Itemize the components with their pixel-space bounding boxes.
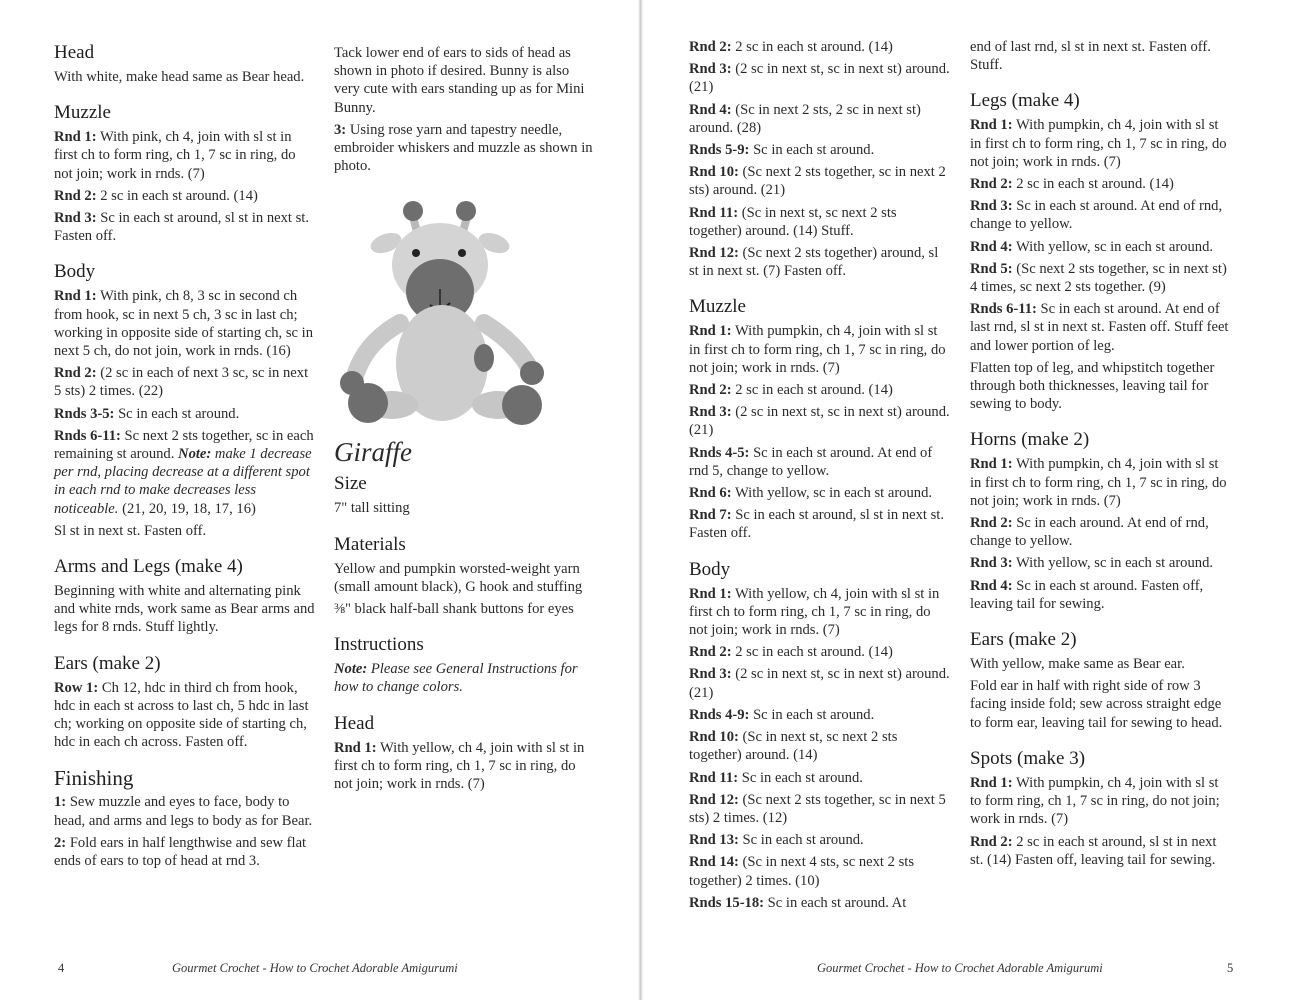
instruction-row: Rnds 3-5: Sc in each st around. (54, 405, 240, 422)
instruction-row: Rnd 3: Sc in each st around. At end of rnd, change to yellow. (970, 198, 1223, 233)
footer-right: Gourmet Crochet - How to Crochet Adorable Amigurumi (817, 961, 1103, 975)
instruction-row: Rnd 5: (Sc next 2 sts together, sc in next st) 4 times, sc next 2 sts together. (9) (970, 260, 1227, 296)
instruction-row: Rnd 1: With yellow, ch 4, join with sl st in first ch to form ring, ch 1, 7 sc in ring, do not join; work in rnds. (7) (334, 739, 585, 793)
section-title-materials: Materials (334, 533, 406, 555)
instruction-row: Rnd 4: With yellow, sc in each st around. (970, 238, 1214, 255)
arms-legs-text: Beginning with white and alternating pink and white rnds, work same as Bear arms and legs for 8 rnds. Stuff lightly. (54, 583, 315, 636)
size-text: 7" tall sitting (334, 500, 410, 517)
giraffe-photo (334, 193, 596, 429)
section-title-spots: Spots (make 3) (970, 747, 1086, 769)
instruction-row: Rnd 3: With yellow, sc in each st around. (970, 555, 1214, 572)
materials-item: Yellow and pumpkin worsted-weight yarn (small amount black), G hook and stuffing (334, 560, 583, 595)
instruction-row: Rnds 15-18: Sc in each st around. At (689, 894, 907, 911)
instruction-row: Rnd 11: (Sc in next st, sc next 2 sts together) around. (14) Stuff. (689, 204, 897, 239)
section-title-giraffe-head: Head (334, 712, 375, 734)
left-page (0, 0, 640, 1000)
instruction-row: Rnd 3: (2 sc in next st, sc in next st) around. (21) (689, 61, 950, 96)
instruction-row: Rnd 2: 2 sc in each st around. (14) (689, 382, 893, 399)
instruction-row: Row 1: Ch 12, hdc in third ch from hook, hdc in each st across to last ch, 5 hdc in last ch; working on opposite side of starting ch, hdc in each ch across. Fasten off. (54, 679, 309, 751)
right-column-1 (689, 38, 951, 916)
body-end-text: end of last rnd, sl st in next st. Fasten off. Stuff. (970, 39, 1211, 74)
instruction-row: Rnd 2: 2 sc in each st around. (14) (970, 176, 1174, 193)
pattern-title: Giraffe (334, 437, 412, 468)
page-number-right: 5 (1227, 961, 1234, 975)
instruction-row: Rnd 3: Sc in each st around, sl st in next st. Fasten off. (54, 210, 309, 245)
section-title-legs: Legs (make 4) (970, 90, 1080, 112)
instruction-row: Rnd 1: With yellow, ch 4, join with sl st in first ch to form ring, ch 1, 7 sc in ring, do not join; work in rnds. (7) (689, 585, 940, 639)
instruction-row: Rnd 1: With pink, ch 4, join with sl st in first ch to form ring, ch 1, 7 sc in ring, do not join; work in rnds. (7) (54, 129, 296, 182)
section-title-muzzle: Muzzle (54, 102, 111, 124)
instruction-row: Rnd 10: (Sc in next st, sc next 2 sts together) around. (14) (689, 729, 898, 764)
instruction-row: Rnd 2: 2 sc in each st around. (14) (689, 644, 893, 661)
section-title-arms-legs: Arms and Legs (make 4) (54, 556, 243, 578)
section-title-instructions: Instructions (334, 634, 424, 656)
instruction-row: Rnd 2: 2 sc in each st around. (14) (689, 39, 893, 55)
instruction-row: Rnd 12: (Sc next 2 sts together) around, sl st in next st. (7) Fasten off. (689, 245, 939, 280)
instruction-row: Rnd 7: Sc in each st around, sl st in next st. Fasten off. (689, 507, 944, 542)
legs-end-text: Flatten top of leg, and whipstitch together through both thicknesses, leaving tail for sewing to body. (970, 359, 1215, 413)
instruction-row: 2: Fold ears in half lengthwise and sew flat ends of ears to top of head at rnd 3. (54, 834, 307, 870)
instruction-row: Rnd 1: With pumpkin, ch 4, join with sl st in first ch to form ring, ch 1, 7 sc in ring, do not join; work in rnds. (7) (970, 117, 1227, 170)
instruction-row: Rnd 6: With yellow, sc in each st around. (689, 485, 933, 502)
instruction-row: Rnd 3: (2 sc in next st, sc in next st) around. (21) (689, 666, 950, 701)
instruction-row: 1: Sew muzzle and eyes to face, body to head, and arms and legs to body as for Bear. (54, 794, 313, 829)
instruction-row: Rnd 2: 2 sc in each st around, sl st in next st. (14) Fasten off, leaving tail for sewing. (970, 833, 1217, 868)
body-end-text: Sl st in next st. Fasten off. (54, 522, 207, 539)
left-column-1 (54, 38, 316, 874)
instruction-row: Rnds 4-9: Sc in each st around. (689, 706, 875, 723)
section-title-horns: Horns (make 2) (970, 429, 1090, 451)
section-title-muzzle: Muzzle (689, 296, 746, 318)
section-title-size: Size (334, 473, 367, 495)
right-column-2 (970, 38, 1232, 873)
instructions-note: Note: Please see General Instructions for how to change colors. (334, 661, 578, 696)
head-text: With white, make head same as Bear head. (54, 69, 305, 85)
instruction-row: Rnd 1: With pink, ch 8, 3 sc in second ch from hook, sc in next 5 ch, 3 sc in last ch; working in opposite side of starting ch, sc in next 5 ch, do not join, work in rnds. (16) (54, 288, 314, 360)
instruction-row: Rnds 6-11: Sc in each st around. At end of last rnd, sl st in next st. Fasten off. Stuff feet and lower portion of leg. (970, 301, 1229, 354)
instruction-row: Rnd 2: 2 sc in each st around. (14) (54, 187, 258, 204)
instruction-row: Rnd 3: (2 sc in next st, sc in next st) around. (21) (689, 404, 950, 439)
footer-left: Gourmet Crochet - How to Crochet Adorable Amigurumi (172, 961, 458, 975)
instruction-row: Rnds 4-5: Sc in each st around. At end of rnd 5, change to yellow. (689, 444, 933, 479)
page-number-left: 4 (58, 961, 65, 975)
instruction-row: Rnd 12: (Sc next 2 sts together, sc in next 5 sts) 2 times. (12) (689, 791, 946, 826)
instruction-row: Rnd 2: (2 sc in each of next 3 sc, sc in next 5 sts) 2 times. (22) (54, 365, 309, 400)
instruction-row: 3: Using rose yarn and tapestry needle, embroider whiskers and muzzle as shown in photo. (334, 121, 593, 175)
instruction-row: Rnd 11: Sc in each st around. (689, 769, 863, 786)
instruction-row: Rnd 1: With pumpkin, ch 4, join with sl st in first ch to form ring, ch 1, 7 sc in ring, do not join; work in rnds. (7) (970, 456, 1227, 509)
section-title-head: Head (54, 42, 95, 63)
right-page (643, 0, 1294, 1000)
instruction-row: Rnd 2: Sc in each around. At end of rnd, change to yellow. (970, 515, 1209, 550)
instruction-row: Rnd 10: (Sc next 2 sts together, sc in next 2 sts) around. (21) (689, 164, 946, 199)
instruction-row: Rnd 4: Sc in each st around. Fasten off, leaving tail for sewing. (970, 577, 1204, 612)
section-title-ears: Ears (make 2) (54, 652, 161, 674)
instruction-row: Rnd 13: Sc in each st around. (689, 832, 864, 849)
instruction-row: Rnd 1: With pumpkin, ch 4, join with sl st to form ring, ch 1, 7 sc in ring, do not join; work in rnds. (7) (970, 774, 1220, 828)
instruction-row: Rnds 6-11: Sc next 2 sts together, sc in each remaining st around. Note: make 1 decrease per rnd, placing decrease at a different spot in each rnd to make decreases less noticeable. (21, 20, 19, 18, 17, 16) (54, 427, 314, 517)
section-title-body: Body (54, 261, 96, 283)
tack-ears-text: Tack lower end of ears to sids of head as shown in photo if desired. Bunny is also very cute with ears standing up as for Mini Bunny. (334, 45, 585, 116)
section-title-ears: Ears (make 2) (970, 629, 1077, 651)
section-title-body: Body (689, 558, 731, 580)
instruction-row: Rnd 4: (Sc in next 2 sts, 2 sc in next st) around. (28) (689, 101, 921, 136)
materials-item: ⅜" black half-ball shank buttons for eyes (334, 601, 574, 618)
left-column-2 (334, 44, 596, 797)
instruction-row: Rnd 1: With pumpkin, ch 4, join with sl st in first ch to form ring, ch 1, 7 sc in ring, do not join; work in rnds. (7) (689, 323, 946, 376)
section-title-finishing: Finishing (54, 766, 134, 791)
ears-text: With yellow, make same as Bear ear. (970, 656, 1185, 673)
instruction-row: Rnds 5-9: Sc in each st around. (689, 142, 875, 159)
instruction-row: Rnd 14: (Sc in next 4 sts, sc next 2 sts together) 2 times. (10) (689, 854, 914, 889)
ears-text: Fold ear in half with right side of row 3 facing inside fold; sew across straight edge to form ear, leaving tail for sewing to head. (970, 678, 1223, 731)
